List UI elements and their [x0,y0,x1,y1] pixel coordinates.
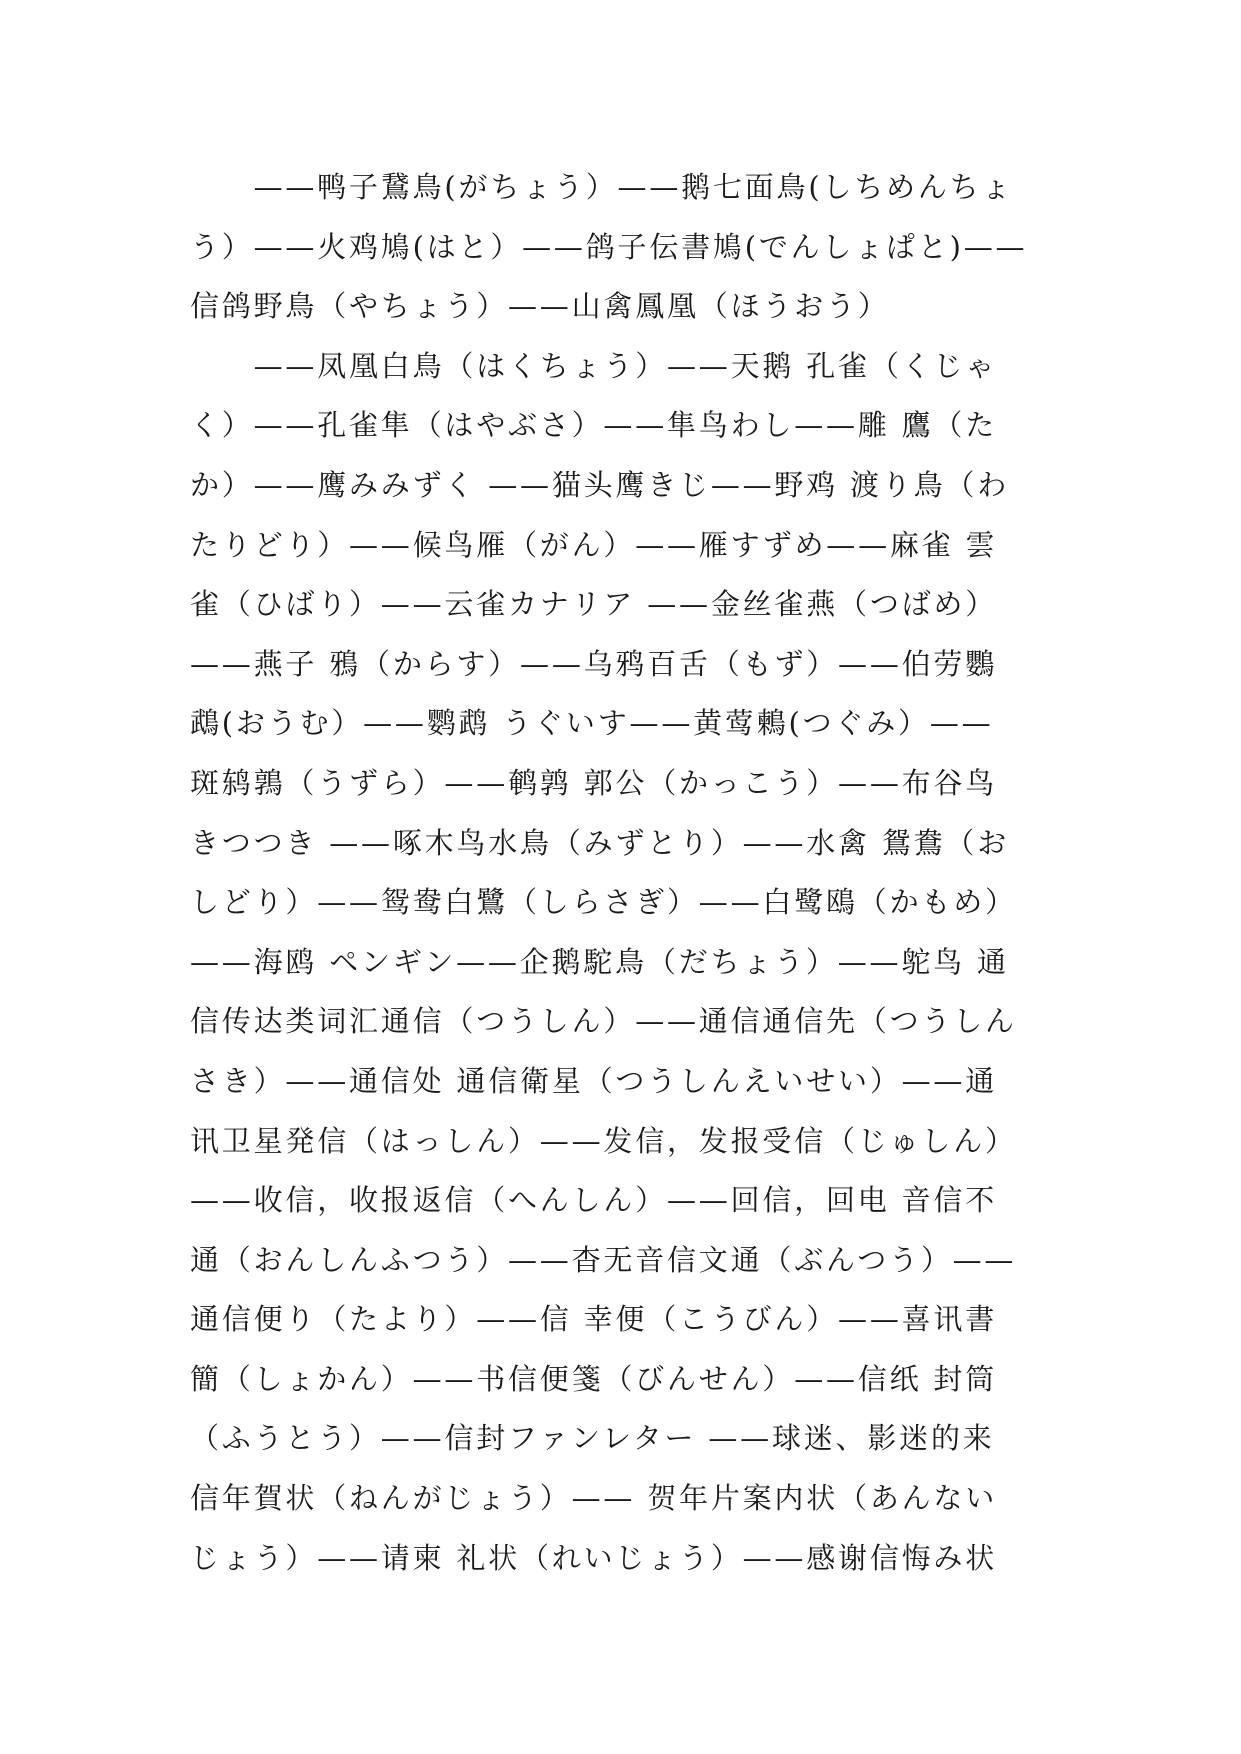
text-line: う）——火鸡鳩(はと）——鸽子伝書鳩(でんしょぱと)—— [190,229,1028,264]
text-line: 鵡(おうむ）——鹦鹉 うぐいす——黄莺鶫(つぐみ）—— [190,706,994,741]
text-line: 信年賀状（ねんがじょう）—— 贺年片案内状（あんない [190,1481,998,1516]
text-line: ——收信，收报返信（へんしん）——回信，回电 音信不 [190,1183,998,1218]
text-line: 信传达类词汇通信（つうしん）——通信通信先（つうしん [190,1004,1017,1039]
text-line: く）——孔雀隼（はやぶさ）——隼鸟わし——雕 鷹（た [190,408,998,443]
text-line: 雀（ひばり）——云雀カナリア ——金丝雀燕（つばめ） [190,587,998,622]
text-line: ——海鸥 ペンギン——企鹅駝鳥（だちょう）——鸵鸟 通 [190,944,1009,979]
text-line: （ふうとう）——信封ファンレター ——球迷、影迷的来 [190,1421,995,1456]
text-line: さき）——通信处 通信衛星（つうしんえいせい）——通 [190,1063,998,1098]
text-line: 斑鸫鶉（うずら）——鹌鹑 郭公（かっこう）——布谷鸟 [190,765,998,800]
text-line: ——燕子 鴉（からす）——乌鸦百舌（もず）——伯劳鸚 [190,646,998,681]
body-text [190,158,1070,1588]
text-line: きつつき ——啄木鸟水鳥（みずとり）——水禽 鴛鴦（お [190,825,1010,860]
text-line: 通信便り（たより）——信 幸便（こうびん）——喜讯書 [190,1302,998,1337]
text-line: 簡（しょかん）——书信便箋（びんせん）——信纸 封筒 [190,1361,998,1396]
text-line: たりどり）——候鸟雁（がん）——雁すずめ——麻雀 雲 [190,527,998,562]
text-line: 讯卫星発信（はっしん）——发信，发报受信（じゅしん） [190,1123,1017,1158]
text-line: 信鸽野鳥（やちょう）——山禽鳳凰（ほうおう） [190,289,890,324]
text-line: じょう）——请柬 礼状（れいじょう）——感谢信悔み状 [190,1540,998,1575]
text-line: か）——鹰みみずく ——猫头鹰きじ——野鸡 渡り鳥（わ [190,467,1010,502]
text-line: ——鸭子鵞鳥(がちょう）——鹅七面鳥(しちめんちょ [190,170,1014,204]
text-line: しどり）——鸳鸯白鷺（しらさぎ）——白鹭鴎（かもめ） [190,885,1017,920]
text-line: 通（おんしんふつう）——杳无音信文通（ぶんつう）—— [190,1242,1017,1277]
text-line: ——凤凰白鳥（はくちょう）——天鹅 孔雀（くじゃ [190,348,998,383]
